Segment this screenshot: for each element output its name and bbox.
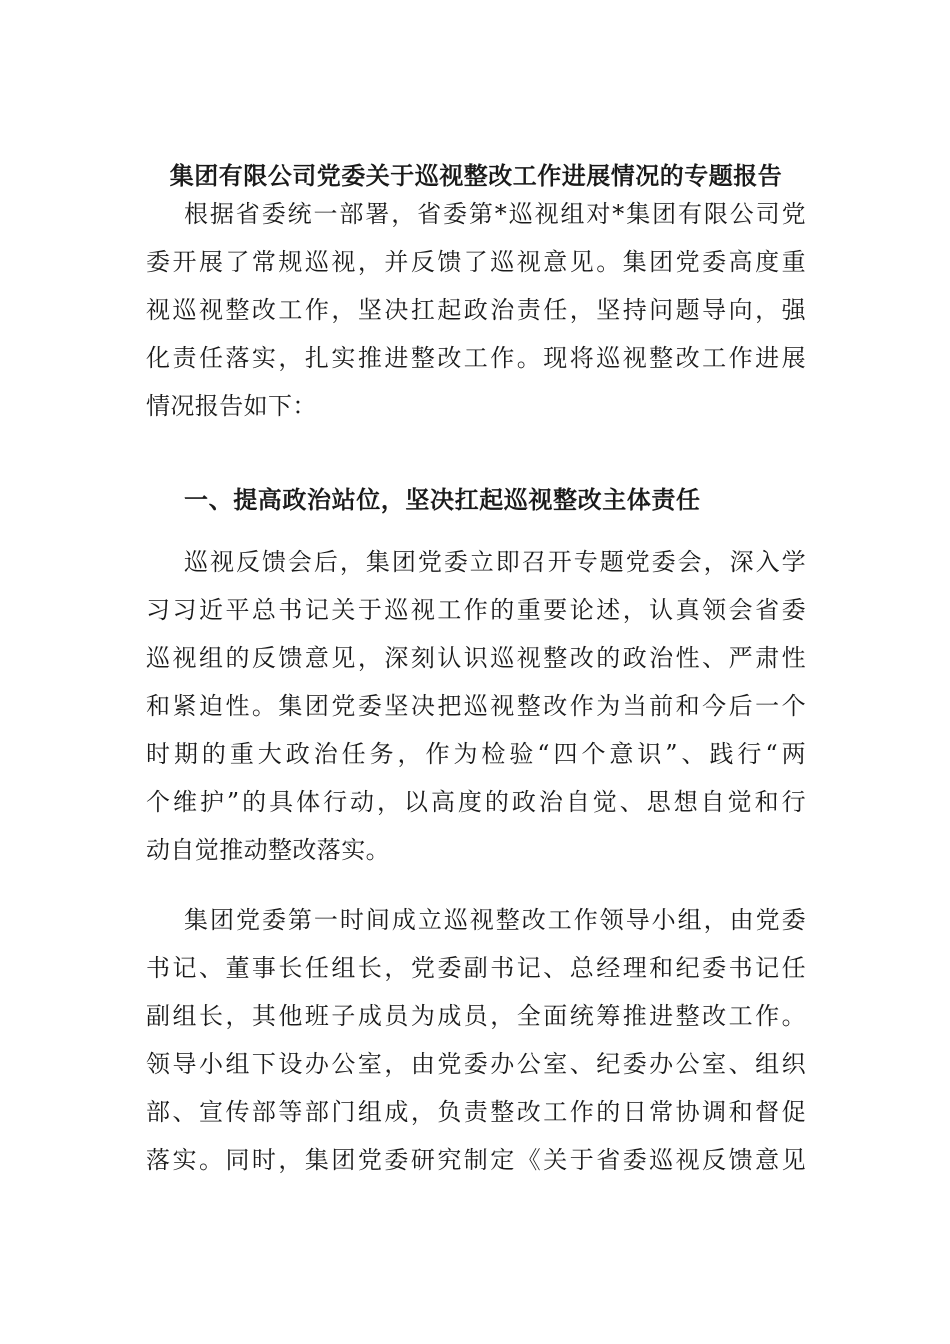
text-line: 视巡视整改工作，坚决扛起政治责任，坚持问题导向，强 bbox=[146, 296, 806, 324]
text-line: 副组长，其他班子成员为成员，全面统筹推进整改工作。 bbox=[146, 1002, 806, 1030]
text-line: 和紧迫性。集团党委坚决把巡视整改作为当前和今后一个 bbox=[146, 692, 806, 720]
text-line: 习习近平总书记关于巡视工作的重要论述，认真领会省委 bbox=[146, 596, 806, 624]
text-line: 情况报告如下： bbox=[146, 392, 317, 420]
text-line: 时期的重大政治任务，作为检验“四个意识”、践行“两 bbox=[146, 740, 806, 768]
text-line: 个维护”的具体行动，以高度的政治自觉、思想自觉和行 bbox=[146, 788, 806, 816]
text-line: 落实。同时，集团党委研究制定《关于省委巡视反馈意见 bbox=[146, 1146, 806, 1174]
report-title: 集团有限公司党委关于巡视整改工作进展情况的专题报告 bbox=[169, 162, 783, 190]
text-line: 委开展了常规巡视，并反馈了巡视意见。集团党委高度重 bbox=[146, 248, 806, 276]
intro-paragraph bbox=[146, 190, 806, 430]
section-heading: 一、提高政治站位，坚决扛起巡视整改主体责任 bbox=[184, 486, 701, 514]
text-line: 部、宣传部等部门组成，负责整改工作的日常协调和督促 bbox=[146, 1098, 806, 1126]
body-paragraph bbox=[146, 896, 806, 1184]
text-line: 巡视反馈会后，集团党委立即召开专题党委会，深入学 bbox=[184, 548, 806, 576]
text-line: 领导小组下设办公室，由党委办公室、纪委办公室、组织 bbox=[146, 1050, 806, 1078]
text-line: 根据省委统一部署，省委第*巡视组对*集团有限公司党 bbox=[184, 200, 806, 228]
text-line: 书记、董事长任组长，党委副书记、总经理和纪委书记任 bbox=[146, 954, 806, 982]
text-line: 巡视组的反馈意见，深刻认识巡视整改的政治性、严肃性 bbox=[146, 644, 806, 672]
text-line: 动自觉推动整改落实。 bbox=[146, 836, 390, 864]
text-line: 集团党委第一时间成立巡视整改工作领导小组，由党委 bbox=[184, 906, 806, 934]
body-paragraph bbox=[146, 538, 806, 874]
text-line: 化责任落实，扎实推进整改工作。现将巡视整改工作进展 bbox=[146, 344, 806, 372]
